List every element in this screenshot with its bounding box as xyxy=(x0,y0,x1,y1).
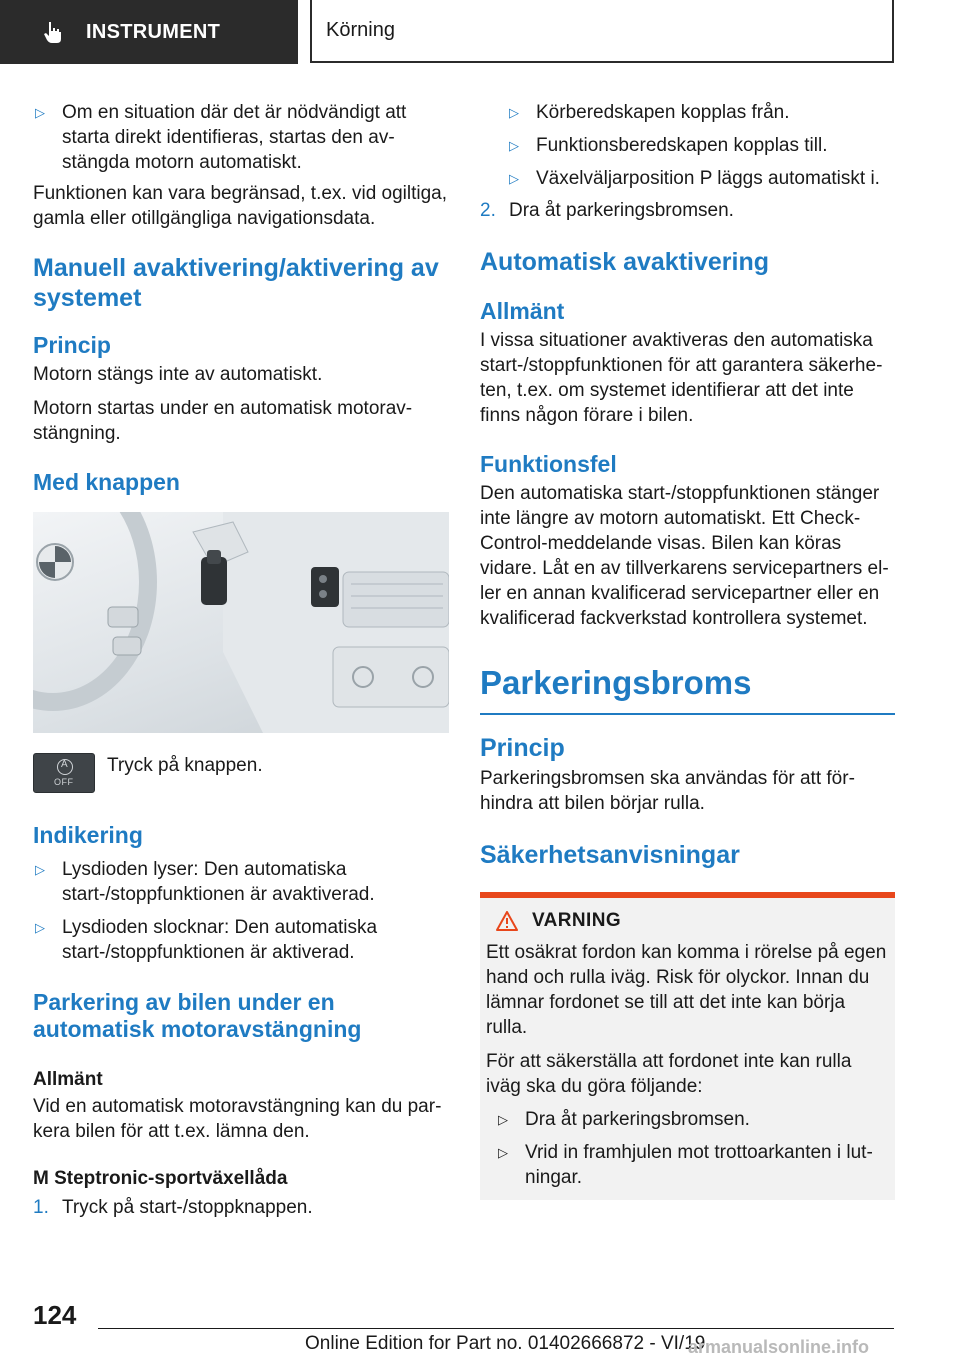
warning-paragraph: Ett osäkrat fordon kan komma i rörelse på egen hand och rulla iväg. Risk för olyckor. Innan du lämnar fordonet se till att det inte kan börja rulla. xyxy=(486,942,887,1038)
button-icon-label: OFF xyxy=(54,777,74,787)
indikering-list xyxy=(33,857,449,965)
hand-pointer-icon xyxy=(40,19,66,45)
button-caption: Tryck på knappen. xyxy=(107,755,263,776)
step-number: 1. xyxy=(33,1197,49,1218)
list-item-text: Körberedskapen kopplas från. xyxy=(536,102,790,123)
numbered-step xyxy=(480,198,895,223)
list-item-text: Växelväljarposition P läggs automatiskt i. xyxy=(536,168,880,189)
edition-text: Online Edition for Part no. 01402666872 - VI/19 xyxy=(305,1333,706,1354)
list-item xyxy=(496,1140,887,1190)
list-item-text: Om en situation där det är nödvändigt att starta direkt identifieras, startas den avstängda motorn automatiskt. xyxy=(62,102,407,173)
list-item-text: Lysdioden slocknar: Den automatiska start-/stoppfunktionen är aktiverad. xyxy=(62,917,378,963)
list-item-text: Vrid in framhjulen mot trottoarkanten i lutningar. xyxy=(525,1142,873,1188)
subsection-heading: Parkering av bilen under en automatisk motoravstängning xyxy=(33,989,362,1042)
paragraph: Vid en automatisk motoravstängning kan du parkera bilen för att t.ex. lämna den. xyxy=(33,1096,442,1142)
step-text: Dra åt parkeringsbromsen. xyxy=(509,200,734,221)
bullet-triangle-icon: ▷ xyxy=(509,138,519,153)
subsection-heading: Funktionsfel xyxy=(480,451,617,477)
step-text: Tryck på start-/stoppknappen. xyxy=(62,1197,313,1218)
section-heading: Manuell avaktivering/aktivering av systemet xyxy=(33,254,439,312)
paragraph: Den automatiska start-/stoppfunktionen stänger inte längre av motorn automatiskt. Ett Check-Control-meddelande visas. Bilen kan köras vidare. Låt en av tillverkarens servicepartners eller en annan kvalificerad servicepartner eller en kvalificerad fackverkstad kontrollera systemet. xyxy=(480,483,889,629)
dashboard-photo xyxy=(33,512,449,733)
subsection-heading: Princip xyxy=(480,734,565,762)
bullet-triangle-icon: ▷ xyxy=(35,862,45,877)
list-item xyxy=(33,915,449,965)
paragraph: Motorn startas under en automatisk motoravstängning. xyxy=(33,398,413,444)
sub-list xyxy=(480,100,895,191)
minor-heading: M Steptronic-sportväxellåda xyxy=(33,1168,288,1189)
subsection-heading: Princip xyxy=(33,332,111,358)
right-column xyxy=(480,100,895,1200)
subsection-heading: Allmänt xyxy=(480,298,565,324)
left-column xyxy=(33,100,449,1220)
list-item xyxy=(507,166,895,191)
bullet-triangle-icon: ▷ xyxy=(509,171,519,186)
section-heading: Säkerhetsanvisningar xyxy=(480,841,740,869)
warning-box xyxy=(480,892,895,1200)
minor-heading: Allmänt xyxy=(33,1069,103,1090)
paragraph: Motorn stängs inte av automatiskt. xyxy=(33,364,323,385)
list-item xyxy=(507,100,895,125)
dashboard-illustration xyxy=(33,512,449,733)
subsection-heading: Med knappen xyxy=(33,469,180,495)
paragraph: Funktionen kan vara begränsad, t.ex. vid ogiltiga, gamla eller otillgängliga navigationsdata. xyxy=(33,183,448,229)
button-caption-row xyxy=(33,753,449,793)
chapter-title-parkeringsbroms: Parkeringsbroms xyxy=(480,663,895,715)
chapter-title: Körning xyxy=(326,19,395,41)
warning-paragraph: För att säkerställa att fordonet inte kan rulla iväg ska du göra följande: xyxy=(486,1051,852,1097)
warning-header xyxy=(496,910,887,932)
start-stop-off-button-icon: A OFF xyxy=(33,753,95,793)
warning-triangle-icon xyxy=(496,911,518,931)
warning-list xyxy=(486,1107,887,1190)
section-tab-label: INSTRUMENT xyxy=(86,20,221,43)
list-item-text: Dra åt parkeringsbromsen. xyxy=(525,1109,750,1130)
list-item-text: Lysdioden lyser: Den automatiska start-/stoppfunktionen är avaktiverad. xyxy=(62,859,375,905)
section-heading: Automatisk avaktivering xyxy=(480,248,769,276)
warning-title: VARNING xyxy=(532,910,622,931)
list-item xyxy=(496,1107,887,1132)
list-item xyxy=(507,133,895,158)
bullet-triangle-icon: ▷ xyxy=(35,105,45,120)
list-item xyxy=(33,857,449,907)
list-item xyxy=(33,100,449,175)
bullet-triangle-icon: ▷ xyxy=(509,105,519,120)
subsection-heading: Indikering xyxy=(33,822,143,848)
bullet-triangle-icon: ▷ xyxy=(35,920,45,935)
chapter-header xyxy=(310,0,894,63)
bullet-triangle-icon: ▷ xyxy=(498,1112,508,1127)
numbered-step xyxy=(33,1195,449,1220)
paragraph: I vissa situationer avaktiveras den automatiska start-/stoppfunktionen för att garantera säkerheten, t.ex. om systemet identifierar att det inte finns någon förare i bilen. xyxy=(480,330,883,426)
step-number: 2. xyxy=(480,200,496,221)
watermark: armanualsonline.info xyxy=(688,1337,870,1357)
page-number: 124 xyxy=(33,1300,77,1330)
paragraph: Parkeringsbromsen ska användas för att förhindra att bilen börjar rulla. xyxy=(480,768,855,814)
list-item-text: Funktionsberedskapen kopplas till. xyxy=(536,135,828,156)
bullet-triangle-icon: ▷ xyxy=(498,1145,508,1160)
footer-divider xyxy=(98,1328,894,1329)
section-tab xyxy=(0,0,298,64)
